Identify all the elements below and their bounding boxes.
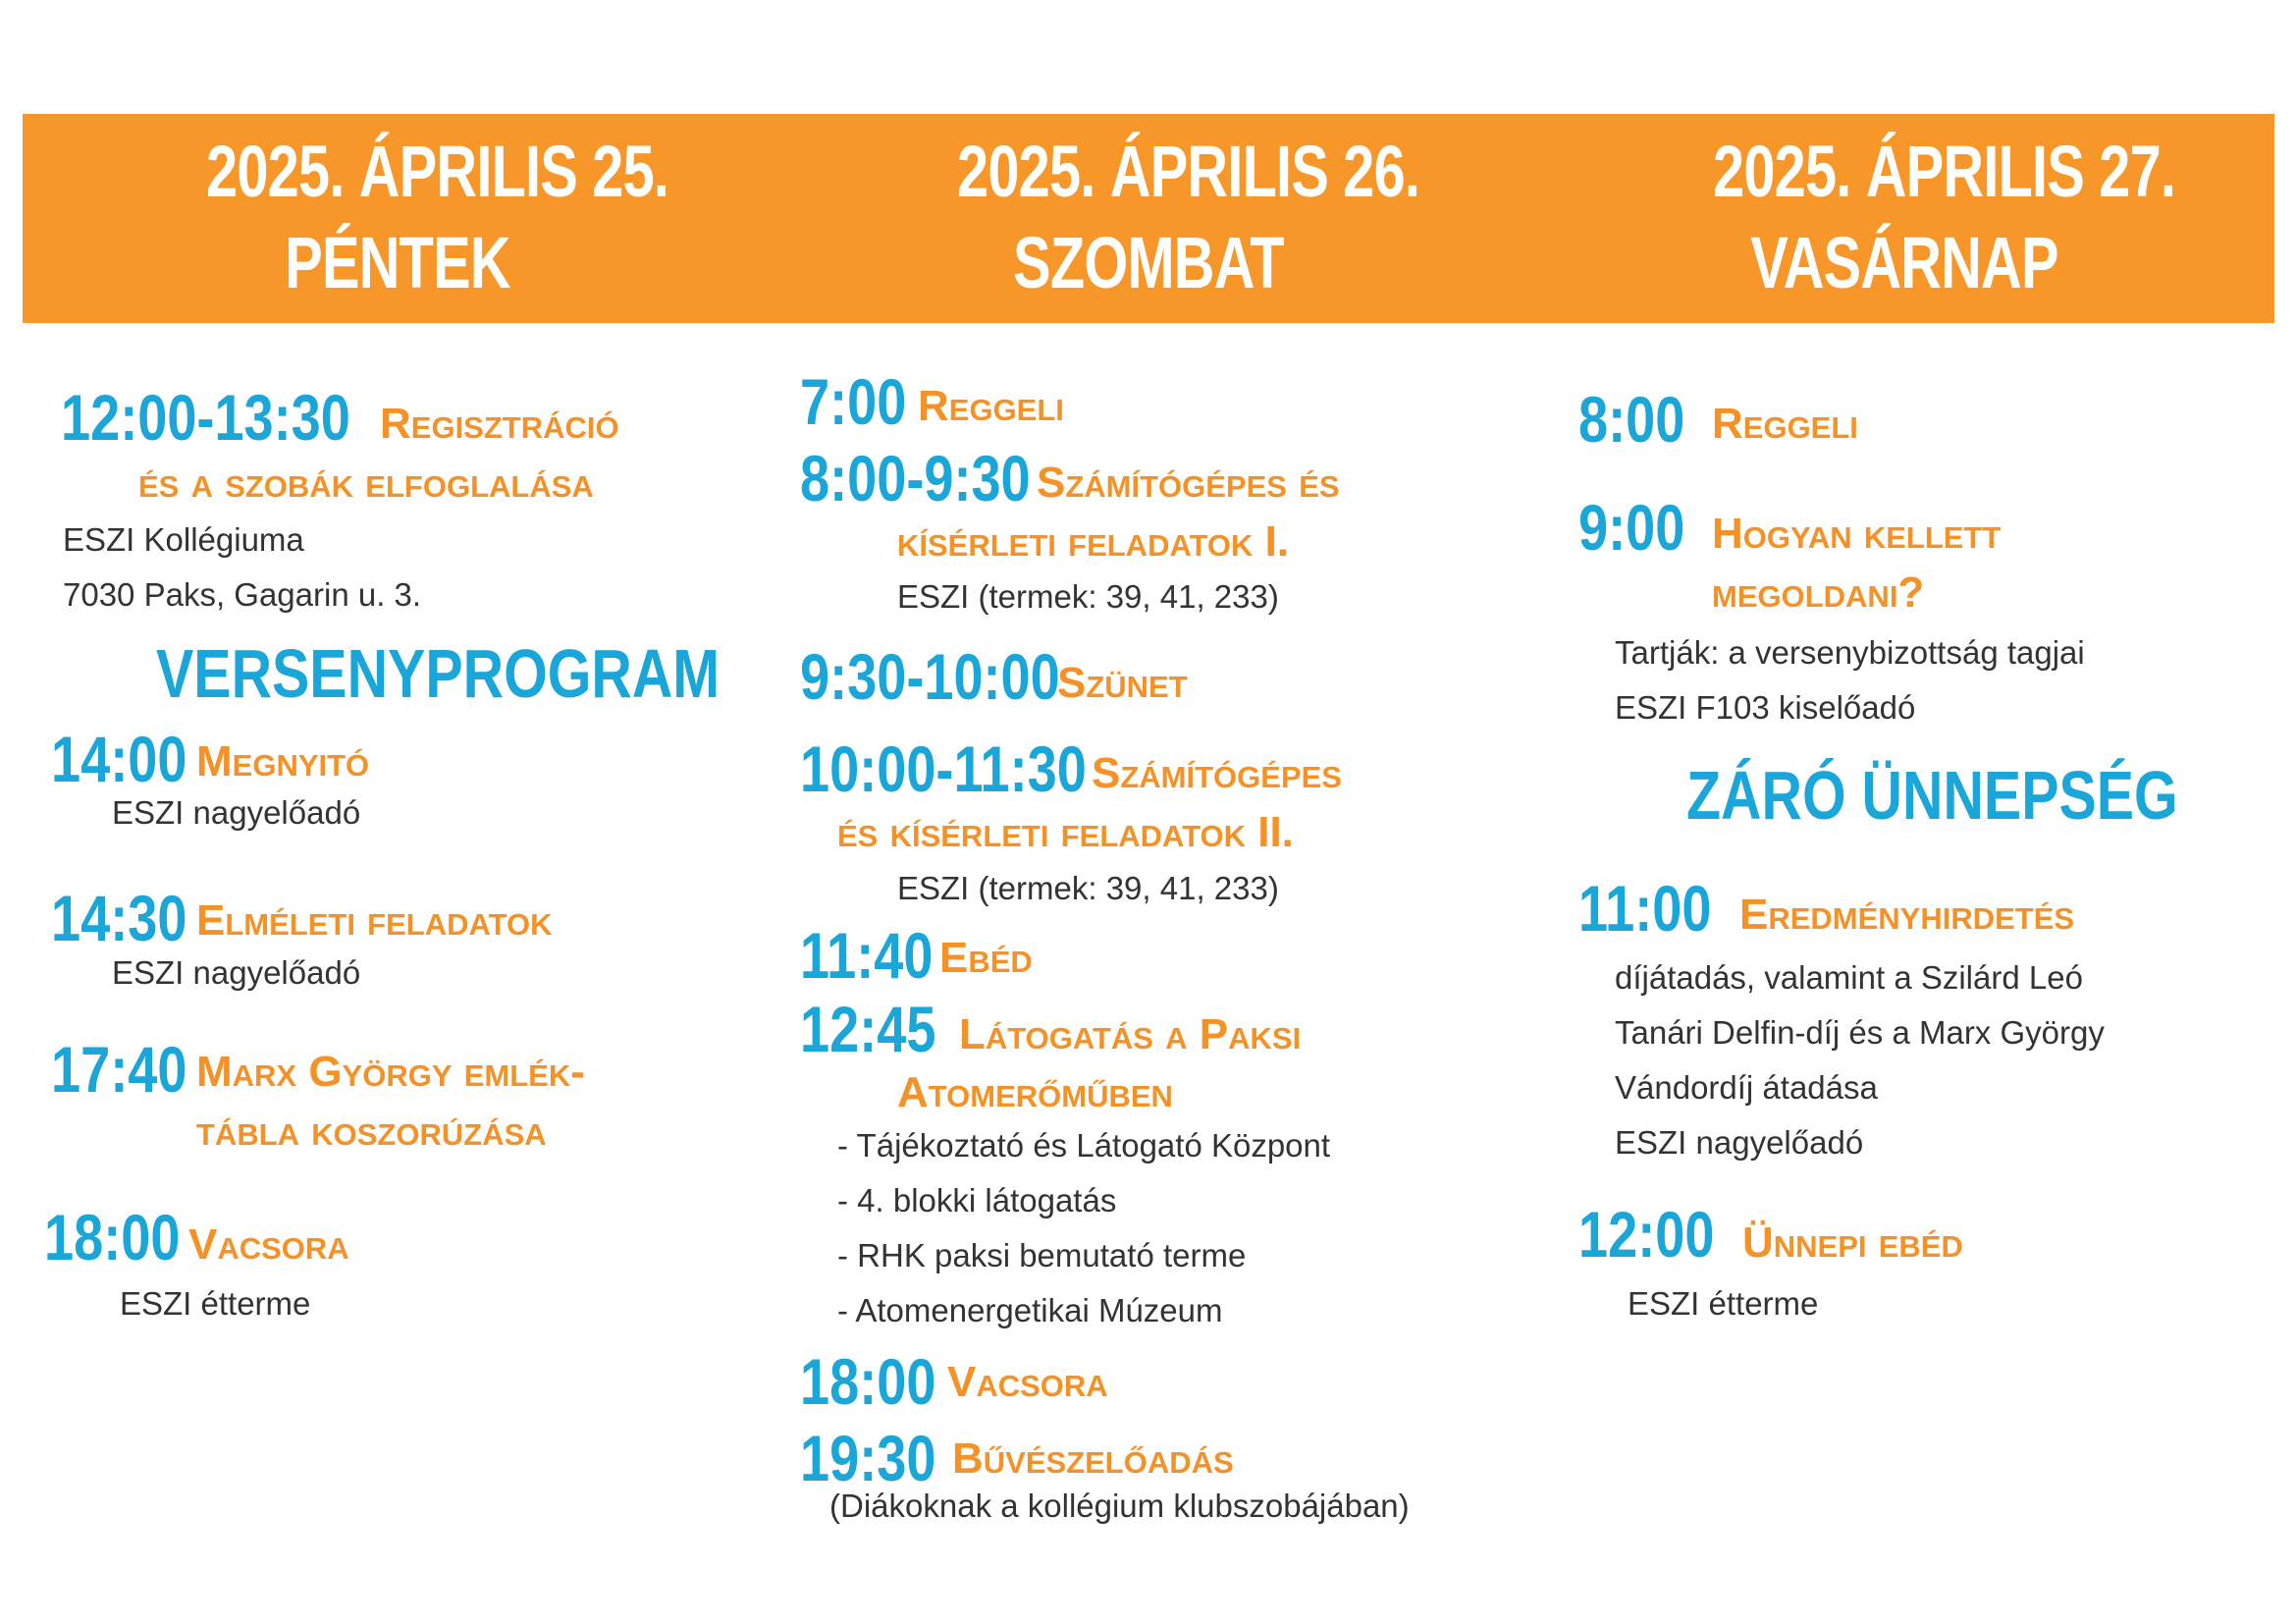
event-time: 12:00 [1578,1198,1715,1271]
event-location: ESZI (termek: 39, 41, 233) [897,578,1279,615]
event-description: Tanári Delfin-díj és a Marx György [1615,1014,2105,1051]
list-item: - Atomenergetikai Múzeum [837,1292,1223,1328]
section-title: ZÁRÓ ÜNNEPSÉG [1686,757,2178,834]
list-item: - Tájékoztató és Látogató Központ [837,1127,1331,1164]
event-title: Reggeli [918,382,1064,430]
event-location: ESZI nagyelőadó [112,954,361,991]
event-time: 14:30 [51,882,187,954]
event-title: Látogatás a Paksi [959,1010,1302,1058]
list-item: - RHK paksi bemutató terme [837,1237,1247,1273]
event-time: 18:00 [800,1345,936,1418]
day-weekday: VASÁRNAP [1750,222,2058,303]
event-title: Számítógépes és [1037,459,1340,507]
event-title: Hogyan kellett [1712,510,2002,558]
list-item: - 4. blokki látogatás [837,1182,1117,1218]
day-date: 2025. ÁPRILIS 26. [957,131,1420,212]
event-location: ESZI (termek: 39, 41, 233) [897,870,1279,906]
event-title: Eredményhirdetés [1739,891,2075,939]
event-location: ESZI Kollégiuma [63,521,304,558]
event-title: Atomerőműben [897,1068,1173,1116]
event-title: Megnyitó [196,737,370,785]
day-date: 2025. ÁPRILIS 27. [1713,131,2176,212]
event-title: Ebéd [939,934,1033,982]
day-header-saturday [957,126,1420,308]
event-time: 19:30 [800,1422,936,1494]
event-title: megoldani? [1712,568,1925,617]
day-header-friday [206,126,669,308]
event-time: 8:00-9:30 [800,442,1031,514]
event-title: Számítógépes [1092,749,1342,797]
event-time: 11:40 [800,919,934,992]
event-title: Reggeli [1712,400,1858,448]
event-title: Regisztráció [380,400,619,448]
event-time: 12:00-13:30 [61,381,350,454]
event-location: ESZI étterme [1628,1285,1819,1322]
event-description: Vándordíj átadása [1615,1069,1878,1106]
event-location: ESZI F103 kiselőadó [1615,689,1916,726]
day-weekday: SZOMBAT [1013,222,1284,303]
event-title: kísérleti feladatok I. [897,517,1290,566]
event-title: Elméleti feladatok [196,896,553,945]
event-time: 7:00 [800,365,907,438]
event-title: Ünnepi ebéd [1742,1218,1963,1267]
event-title: Marx György emlék- [196,1048,585,1096]
event-address: 7030 Paks, Gagarin u. 3. [63,576,422,613]
event-time: 9:00 [1578,491,1685,564]
event-location: ESZI étterme [120,1285,311,1322]
event-title: Bűvészelőadás [952,1435,1234,1483]
event-title: és kísérleti feladatok II. [837,808,1294,856]
event-time: 11:00 [1578,872,1712,945]
day-header-sunday [1713,126,2176,308]
event-location: ESZI nagyelőadó [1615,1124,1864,1161]
event-presenter: Tartják: a versenybizottság tagjai [1615,634,2085,671]
event-time: 17:40 [51,1033,187,1106]
event-title: Szünet [1057,659,1188,707]
event-title: Vacsora [188,1220,349,1269]
event-title: Vacsora [947,1358,1108,1406]
event-location: (Diákoknak a kollégium klubszobájában) [829,1488,1410,1524]
event-time: 14:00 [51,723,187,795]
event-description: díjátadás, valamint a Szilárd Leó [1615,959,2083,996]
day-weekday: PÉNTEK [285,222,510,303]
event-time: 9:30-10:00 [800,640,1060,713]
event-title: tábla koszorúzása [196,1107,547,1155]
event-title: és a szobák elfoglalása [138,459,594,507]
event-time: 8:00 [1578,383,1685,456]
event-time: 12:45 [800,993,936,1065]
event-time: 10:00-11:30 [800,732,1087,805]
day-date: 2025. ÁPRILIS 25. [206,131,669,212]
event-location: ESZI nagyelőadó [112,794,361,831]
section-title: VERSENYPROGRAM [156,635,721,712]
event-time: 18:00 [44,1201,181,1273]
